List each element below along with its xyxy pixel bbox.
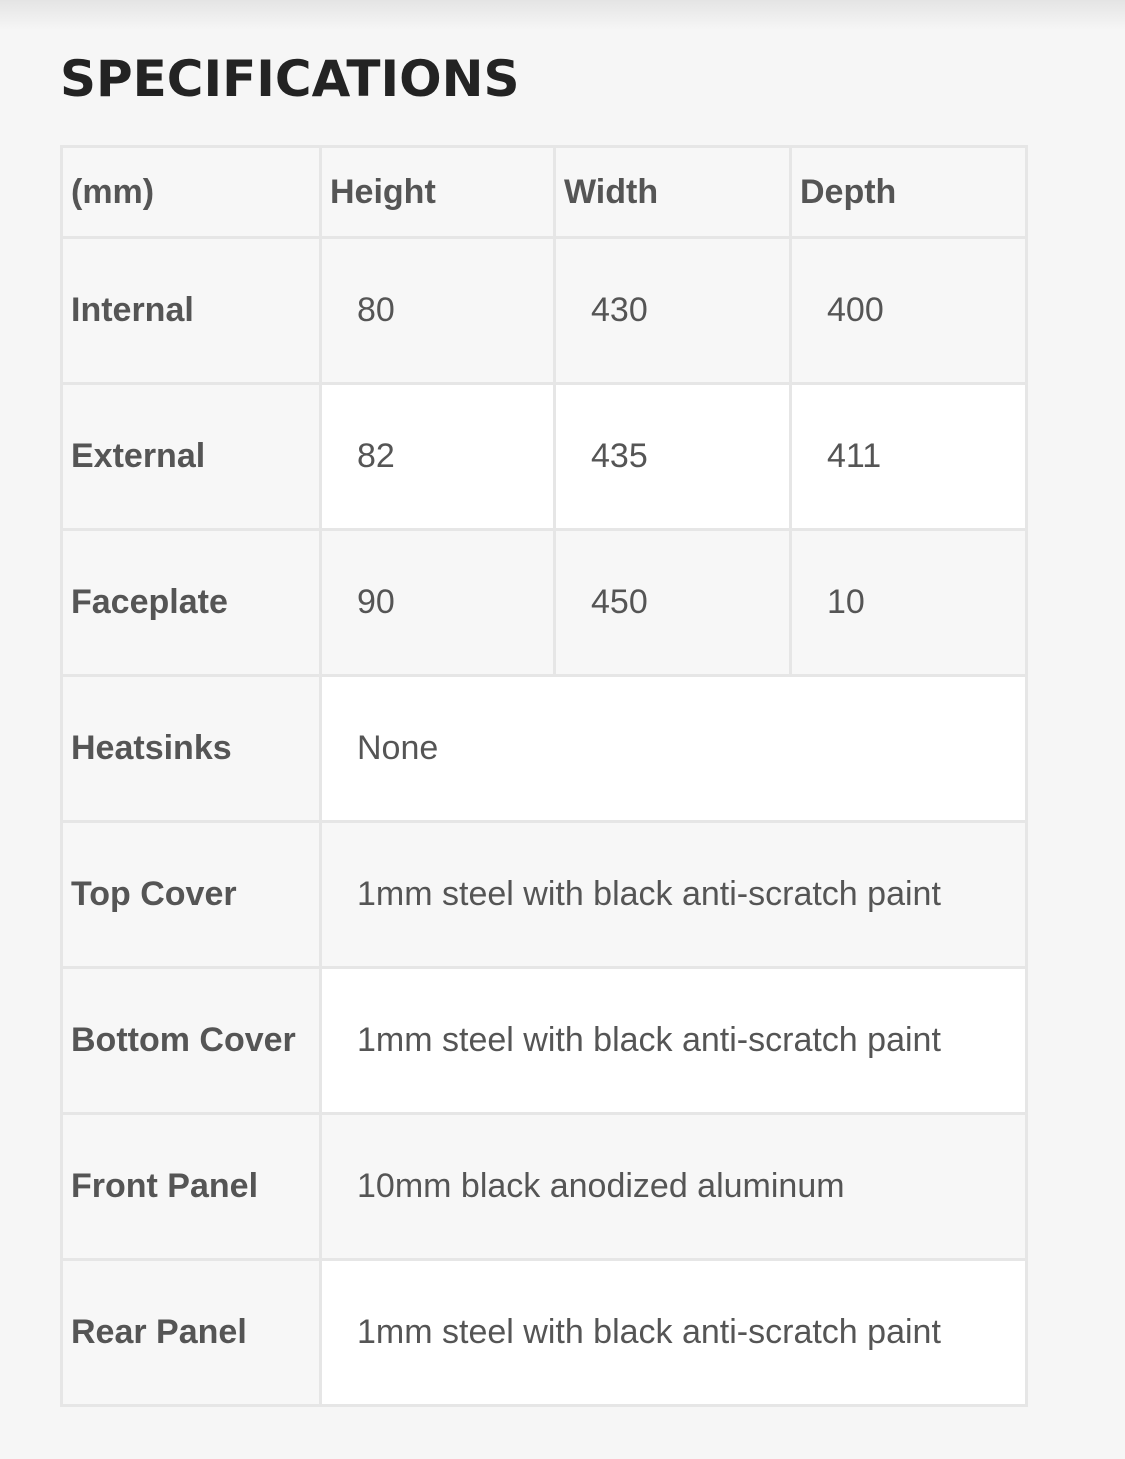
table-row-top-cover bbox=[63, 823, 1028, 969]
specifications-table bbox=[60, 145, 1028, 1407]
depth-value: 10 bbox=[792, 531, 1028, 677]
row-label: Internal bbox=[63, 239, 322, 385]
row-label: Front Panel bbox=[63, 1115, 322, 1261]
table-row-internal bbox=[63, 239, 1028, 385]
height-value: 82 bbox=[322, 385, 556, 531]
table-row-bottom-cover bbox=[63, 969, 1028, 1115]
table-row-heatsinks bbox=[63, 677, 1028, 823]
row-label: Bottom Cover bbox=[63, 969, 322, 1115]
row-value: 1mm steel with black anti-scratch paint bbox=[322, 823, 1028, 969]
row-label: Faceplate bbox=[63, 531, 322, 677]
height-value: 90 bbox=[322, 531, 556, 677]
table-row-external bbox=[63, 385, 1028, 531]
row-value: 10mm black anodized aluminum bbox=[322, 1115, 1028, 1261]
depth-value: 411 bbox=[792, 385, 1028, 531]
table-row-front-panel bbox=[63, 1115, 1028, 1261]
page-title: SPECIFICATIONS bbox=[60, 50, 520, 108]
header-depth: Depth bbox=[792, 148, 1028, 239]
row-label: Rear Panel bbox=[63, 1261, 322, 1407]
table-header-row bbox=[63, 148, 1028, 239]
row-label: Heatsinks bbox=[63, 677, 322, 823]
height-value: 80 bbox=[322, 239, 556, 385]
width-value: 450 bbox=[556, 531, 792, 677]
table-row-rear-panel bbox=[63, 1261, 1028, 1407]
table-row-faceplate bbox=[63, 531, 1028, 677]
width-value: 430 bbox=[556, 239, 792, 385]
header-width: Width bbox=[556, 148, 792, 239]
header-units: (mm) bbox=[63, 148, 322, 239]
row-value: None bbox=[322, 677, 1028, 823]
depth-value: 400 bbox=[792, 239, 1028, 385]
header-height: Height bbox=[322, 148, 556, 239]
row-value: 1mm steel with black anti-scratch paint bbox=[322, 1261, 1028, 1407]
row-value: 1mm steel with black anti-scratch paint bbox=[322, 969, 1028, 1115]
row-label: External bbox=[63, 385, 322, 531]
top-shadow bbox=[0, 0, 1125, 30]
row-label: Top Cover bbox=[63, 823, 322, 969]
width-value: 435 bbox=[556, 385, 792, 531]
